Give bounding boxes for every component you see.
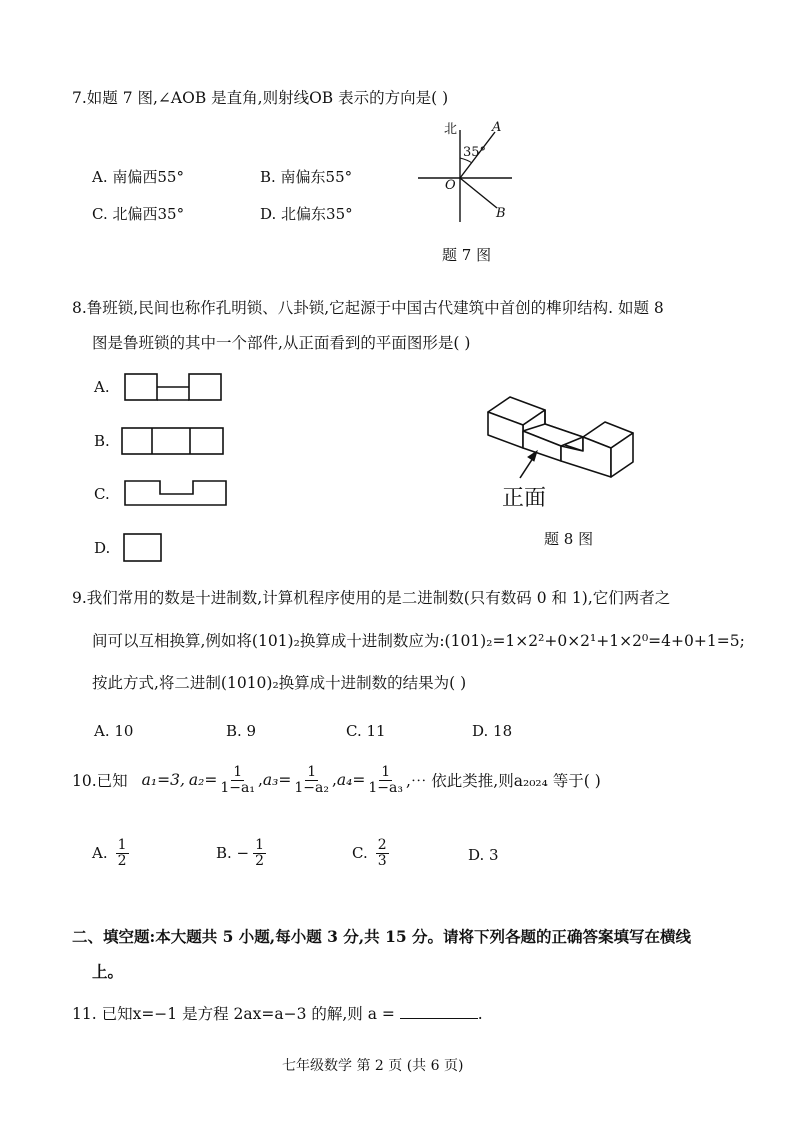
q11-end: . xyxy=(477,1005,483,1023)
q9-line2-text: 间可以互相换算,例如将(101)₂换算成十进制数应为: xyxy=(92,632,445,650)
q9-line1: 9.我们常用的数是十进制数,计算机程序使用的是二进制数(只有数码 0 和 1),它们两者之 xyxy=(72,589,671,607)
q10-prefix: 10.已知 xyxy=(72,772,128,791)
q10-a2-den: 1−a₁ xyxy=(220,779,255,796)
q10-option-c-num: 2 xyxy=(377,837,387,853)
q10-option-c-den: 3 xyxy=(377,852,387,869)
q9-option-a: A. 10 xyxy=(94,722,134,740)
q10-a3-num: 1 xyxy=(307,764,317,780)
q11 xyxy=(72,1002,483,1024)
q7-option-a: A. 南偏西55° xyxy=(92,168,184,186)
q7-point-b: B xyxy=(496,206,506,221)
q9-option-b: B. 9 xyxy=(226,722,257,740)
q10-option-c xyxy=(352,838,390,868)
q10-option-b-label: B. − xyxy=(216,844,250,863)
q8-shape-d xyxy=(124,534,161,561)
q9-option-c: C. 11 xyxy=(346,722,386,740)
q8-shape-c xyxy=(125,481,226,505)
q10-option-a-num: 1 xyxy=(117,837,127,853)
q10-a2-fraction xyxy=(218,765,257,795)
q10-option-a-den: 2 xyxy=(117,852,127,869)
q8-front-arrow xyxy=(520,451,537,478)
q8-figure-caption: 题 8 图 xyxy=(544,530,594,548)
q8-option-c-label: C. xyxy=(94,485,110,503)
q10-a3-den: 1−a₂ xyxy=(294,779,329,796)
q10-option-c-label: C. xyxy=(352,844,368,863)
q10-option-a xyxy=(92,838,130,868)
q10-option-b xyxy=(216,838,267,868)
q10-option-b-num: 1 xyxy=(255,837,265,853)
q10-option-d: D. 3 xyxy=(468,846,499,864)
q10-a4-num: 1 xyxy=(381,764,391,780)
q8-front-label: 正面 xyxy=(502,486,547,511)
q10-a4-lhs: a₄= xyxy=(336,771,366,790)
q11-answer-blank[interactable] xyxy=(400,1004,478,1019)
q8-option-d-label: D. xyxy=(94,539,111,557)
q10-option-b-den: 2 xyxy=(255,852,265,869)
q7-stem: 7.如题 7 图,∠AOB 是直角,则射线OB 表示的方向是( ) xyxy=(72,89,449,107)
q10-a3-lhs: a₃= xyxy=(262,771,292,790)
q10-a3-fraction xyxy=(292,765,331,795)
q10-option-a-label: A. xyxy=(92,844,108,863)
q7-figure-caption: 题 7 图 xyxy=(442,246,492,264)
q8-shape-a xyxy=(125,374,221,400)
section2-heading-line2: 上。 xyxy=(92,962,124,981)
q11-text: 11. 已知x=−1 是方程 2ax=a−3 的解,则 a = xyxy=(72,1005,400,1023)
q10-a2-num: 1 xyxy=(233,764,243,780)
q10-a2-lhs: a₂= xyxy=(188,771,218,790)
q10-a1: a₁=3, xyxy=(141,771,185,790)
q8-shape-b xyxy=(122,428,223,454)
q9-line2 xyxy=(92,629,745,651)
q9-formula: (101)₂=1×2²+0×2¹+1×2⁰=4+0+1=5; xyxy=(444,632,745,650)
q7-option-d: D. 北偏东35° xyxy=(260,205,353,223)
q8-3d-block xyxy=(488,397,633,477)
q8-option-a-label: A. xyxy=(94,378,110,396)
q10-suffix: ,⋯ 依此类推,则a₂₀₂₄ 等于( ) xyxy=(405,772,601,791)
q9-option-d: D. 18 xyxy=(472,722,513,740)
q7-point-a: A xyxy=(492,120,502,135)
q10-a4-fraction xyxy=(366,765,405,795)
q9-line3: 按此方式,将二进制(1010)₂换算成十进制数的结果为( ) xyxy=(92,674,467,692)
q8-stem-line1: 8.鲁班锁,民间也称作孔明锁、八卦锁,它起源于中国古代建筑中首创的榫卯结构. 如题 8 xyxy=(72,299,664,317)
q10-stem: 10.已知 a₁=3, a₂= $\frac{1}{\text{1−a₁}}$ , a₃= $\frac{1}{\text{1−a₂}}$ , a₄= $\frac{1}{\text{1−a₃}}$ ,⋯ 依此类推,则a₂₀₂₄ 等于( ) xyxy=(72,764,601,796)
q7-point-o: O xyxy=(445,178,456,193)
q7-option-b: B. 南偏东55° xyxy=(260,168,353,186)
q10-a4-den: 1−a₃ xyxy=(368,779,403,796)
q7-angle-label: 35° xyxy=(463,145,487,160)
q7-option-c: C. 北偏西35° xyxy=(92,205,185,223)
page-footer: 七年级数学 第 2 页 (共 6 页) xyxy=(282,1058,464,1074)
section2-heading-line1: 二、填空题:本大题共 5 小题,每小题 3 分,共 15 分。请将下列各题的正确答案填写在横线 xyxy=(72,927,692,946)
q8-stem-line2: 图是鲁班锁的其中一个部件,从正面看到的平面图形是( ) xyxy=(92,334,471,352)
q7-north-label: 北 xyxy=(444,122,458,137)
q8-option-b-label: B. xyxy=(94,432,110,450)
